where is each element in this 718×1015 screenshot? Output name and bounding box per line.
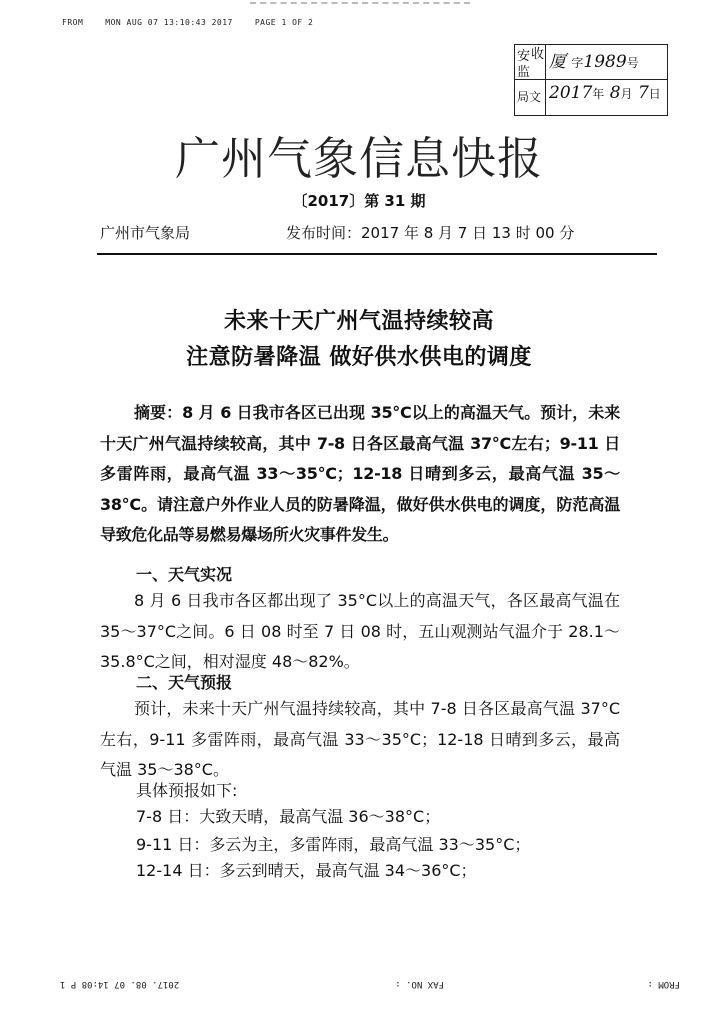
publish-time: 发布时间：2017 年 8 月 7 日 13 时 00 分 xyxy=(286,224,575,242)
fax-header xyxy=(62,18,313,27)
fax-header-page: PAGE 1 OF 2 xyxy=(254,18,314,27)
stamp-number: 1989 xyxy=(583,52,627,72)
stamp-nian: 年 xyxy=(592,87,605,101)
stamp-year: 2017 xyxy=(549,83,593,103)
forecast-line: 12-14 日：多云到晴天，最高气温 34～36°C； xyxy=(136,861,477,880)
stamp-date xyxy=(549,83,665,113)
fax-header-from: FROM xyxy=(62,18,84,27)
stamp-label-jian: 监 xyxy=(517,65,531,80)
stamp-ri: 日 xyxy=(648,87,661,101)
fax-footer-from: FROM : xyxy=(647,979,680,989)
bulletin-meta xyxy=(100,222,660,248)
forecast-line: 9-11 日：多云为主，多雷阵雨，最高气温 33～35°C； xyxy=(136,835,531,854)
stamp-hao: 号 xyxy=(626,56,639,70)
abstract-paragraph: 摘要：8 月 6 日我市各区已出现 35°C以上的高温天气。预计，未来十天广州气温持续较高，其中 7-8 日各区最高气温 37°C左右；9-11 日多雷阵雨，最高气温 33～35°C；12-18 日晴到多云，最高气温 35～38°C。请注意户外作业人员的防暑降温，做好供水供电的调度，防范高温导致危化品等易燃易爆场所火灾事件发生。 xyxy=(100,403,620,544)
stamp-document-number xyxy=(549,47,665,77)
headline-line-2: 注意防暑降温 做好供水供电的调度 xyxy=(186,345,532,370)
fax-footer-mirrored xyxy=(60,973,680,989)
detail-forecast-heading: 具体预报如下: xyxy=(136,781,238,800)
stamp-label-juwen: 局文 xyxy=(517,90,542,104)
section-2-paragraph: 预计，未来十天广州气温持续较高，其中 7-8 日各区最高气温 37°C左右，9-11 多雷阵雨，最高气温 33～35°C；12-18 日晴到多云，最高气温 35～38°C。 xyxy=(100,699,620,779)
headline-line-1: 未来十天广州气温持续较高 xyxy=(223,309,494,334)
forecast-line: 7-8 日：大致天晴，最高气温 36～38°C； xyxy=(136,807,441,826)
receipt-stamp xyxy=(514,44,668,116)
fax-header-datetime: MON AUG 07 13:10:43 2017 xyxy=(105,18,233,27)
fax-footer-number: FAX NO. : xyxy=(395,979,444,989)
scan-artifact-line xyxy=(250,2,470,6)
section-1-paragraph: 8 月 6 日我市各区都出现了 35°C以上的高温天气，各区最高气温在 35～37°C之间。6 日 08 时至 7 日 08 时，五山观测站气温介于 28.1～35.8°C之间，相对湿度 48～82%。 xyxy=(100,591,620,671)
bulletin-title: 广州气象信息快报 xyxy=(174,132,543,185)
stamp-label-shou: 收 xyxy=(531,47,545,62)
stamp-handwritten-code: 厦 xyxy=(549,52,566,72)
stamp-label-column xyxy=(515,45,546,115)
header-rule xyxy=(97,253,657,255)
stamp-day: 7 xyxy=(637,83,649,103)
section-1-title: 一、天气实况 xyxy=(136,565,233,584)
issuing-organization: 广州市气象局 xyxy=(100,224,191,242)
fax-footer-datetime: 2017. 08. 07 14:08 P 1 xyxy=(60,979,180,989)
section-2-title: 二、天气预报 xyxy=(136,673,233,692)
stamp-divider xyxy=(515,79,667,80)
issue-number: 〔2017〕第 31 期 xyxy=(292,192,426,210)
stamp-label-an: 安 xyxy=(517,49,531,64)
stamp-zi: 字 xyxy=(571,56,584,70)
stamp-yue: 月 xyxy=(620,87,633,101)
stamp-month: 8 xyxy=(609,83,621,103)
